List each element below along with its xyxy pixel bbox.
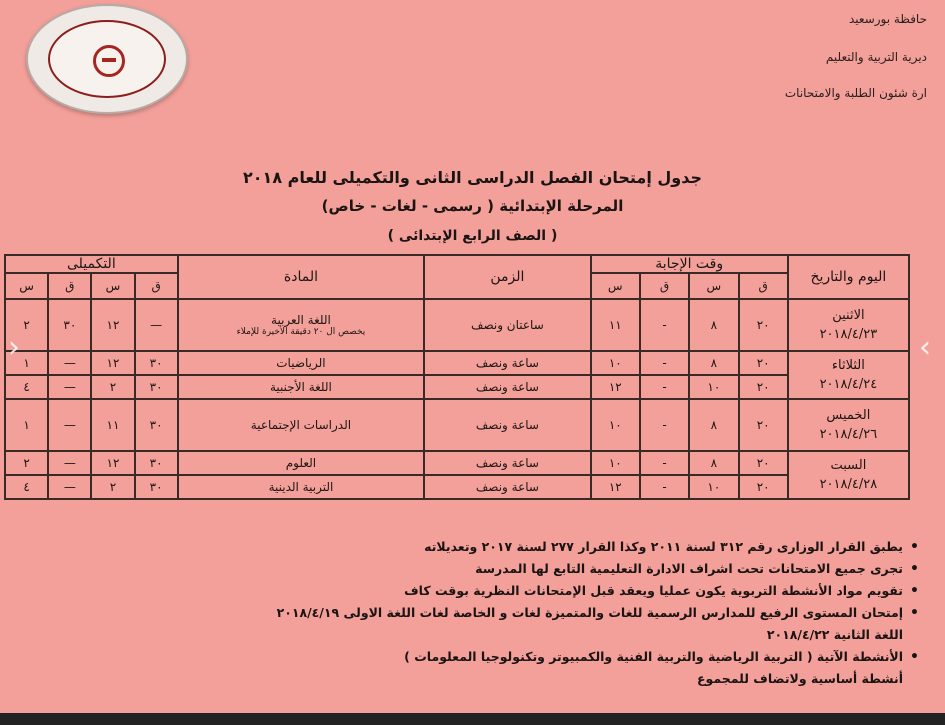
answer-q-cell: ٢٠ — [739, 399, 788, 451]
bullet-icon: • — [910, 649, 919, 665]
table-row — [5, 351, 909, 375]
answer-s-cell: ٨ — [689, 399, 738, 451]
answer-q-cell: ٢٠ — [739, 451, 788, 475]
note-text: يطبق القرار الوزارى رقم ٣١٢ لسنة ٢٠١١ وكذا القرار ٢٧٧ لسنة ٢٠١٧ وتعديلاته — [424, 539, 903, 554]
table-row — [5, 299, 909, 351]
subject-cell: الرياضيات — [178, 351, 425, 375]
logo-seal-icon — [93, 45, 125, 77]
answer-q-cell: ٢٠ — [739, 299, 788, 351]
schedule-title: جدول إمتحان الفصل الدراسى الثانى والتكميلى للعام ٢٠١٨ — [243, 168, 702, 187]
exam-schedule-table — [4, 254, 910, 500]
list-item — [23, 602, 919, 624]
duration-cell: ساعتان ونصف — [424, 299, 590, 351]
duration-cell: ساعة ونصف — [424, 375, 590, 399]
bottom-bar — [0, 713, 945, 725]
header-department: ارة شئون الطلبة والامتحانات — [784, 86, 927, 100]
answer-q2-cell: - — [640, 299, 689, 351]
day-cell — [788, 351, 909, 399]
answer-s-cell: ٨ — [689, 451, 738, 475]
supp-s-cell: ١١ — [91, 399, 134, 451]
table-row — [5, 475, 909, 499]
q-header: ق — [739, 273, 788, 299]
table-row — [5, 375, 909, 399]
q-header: ق — [48, 273, 91, 299]
day-date: ٢٠١٨/٤/٢٨ — [819, 477, 878, 492]
supp-q2-cell: — — [48, 351, 91, 375]
answer-s2-cell: ١٠ — [591, 399, 640, 451]
note-continuation: اللغة الثانية ٢٠١٨/٤/٢٢ — [766, 627, 903, 642]
list-item — [23, 558, 919, 580]
day-date: ٢٠١٨/٤/٢٣ — [819, 327, 878, 342]
day-date: ٢٠١٨/٤/٢٦ — [819, 427, 878, 442]
supp-q2-cell: — — [48, 375, 91, 399]
day-name: السبت — [830, 458, 867, 473]
q-header: ق — [640, 273, 689, 299]
col-day-header: اليوم والتاريخ — [788, 255, 909, 299]
duration-cell: ساعة ونصف — [424, 351, 590, 375]
supp-s2-cell: ٤ — [5, 375, 48, 399]
answer-q2-cell: - — [640, 475, 689, 499]
list-item — [23, 646, 919, 668]
col-duration-header: الزمن — [424, 255, 590, 299]
note-text: تجرى جميع الامتحانات تحت اشراف الادارة التعليمية التابع لها المدرسة — [475, 561, 903, 576]
answer-s2-cell: ١٠ — [591, 451, 640, 475]
day-cell — [788, 399, 909, 451]
supp-s2-cell: ١ — [5, 351, 48, 375]
grade-title: ( الصف الرابع الإبتدائى ) — [387, 228, 558, 244]
day-name: الثلاثاء — [831, 358, 865, 373]
col-supplementary-header: التكميلى — [5, 255, 178, 273]
supp-s-cell: ١٢ — [91, 299, 134, 351]
day-name: الاثنين — [832, 308, 865, 323]
day-date: ٢٠١٨/٤/٢٤ — [819, 377, 878, 392]
supp-s2-cell: ١ — [5, 399, 48, 451]
subject-name: اللغة العربية — [271, 313, 331, 327]
stage-title: المرحلة الإبتدائية ( رسمى - لغات - خاص) — [321, 197, 624, 215]
s-header: س — [91, 273, 134, 299]
supp-s2-cell: ٢ — [5, 299, 48, 351]
logo-ring — [48, 20, 166, 98]
supp-q-cell: ٣٠ — [135, 399, 178, 451]
supp-q-cell: ٣٠ — [135, 451, 178, 475]
note-text: إمتحان المستوى الرفيع للمدارس الرسمية للغات والمتميزة لغات و الخاصة لغات اللغة الاولى ٢٠١٨/٤/١٩ — [276, 605, 903, 620]
answer-s-cell: ٨ — [689, 299, 738, 351]
header-directorate: ديرية التربية والتعليم — [825, 50, 927, 64]
answer-s2-cell: ١٢ — [591, 475, 640, 499]
subject-cell: اللغة الأجنبية — [178, 375, 425, 399]
answer-s2-cell: ١١ — [591, 299, 640, 351]
note-text: الأنشطة الآتية ( التربية الرياضية والتربية الفنية والكمبيوتر وتكنولوجيا المعلومات ) — [404, 649, 903, 664]
col-subject-header: المادة — [178, 255, 425, 299]
day-name: الخميس — [826, 408, 871, 423]
supp-q-cell: ٣٠ — [135, 351, 178, 375]
day-cell — [788, 451, 909, 499]
note-continuation: أنشطة أساسية ولاتضاف للمجموع — [697, 671, 903, 686]
duration-cell: ساعة ونصف — [424, 399, 590, 451]
subject-note: يخصص ال ٢٠ دقيقة الأخيرة للإملاء — [236, 327, 366, 337]
supp-s-cell: ٢ — [91, 375, 134, 399]
answer-q-cell: ٢٠ — [739, 375, 788, 399]
answer-q-cell: ٢٠ — [739, 475, 788, 499]
duration-cell: ساعة ونصف — [424, 475, 590, 499]
subject-cell: العلوم — [178, 451, 425, 475]
supp-s-cell: ١٢ — [91, 451, 134, 475]
answer-s-cell: ١٠ — [689, 375, 738, 399]
supp-q2-cell: ٣٠ — [48, 299, 91, 351]
day-cell — [788, 299, 909, 351]
subject-cell — [178, 299, 425, 351]
list-item — [23, 580, 919, 602]
subject-cell: الدراسات الإجتماعية — [178, 399, 425, 451]
s-header: س — [5, 273, 48, 299]
answer-q2-cell: - — [640, 351, 689, 375]
header-row-1 — [5, 255, 909, 273]
supp-s2-cell: ٢ — [5, 451, 48, 475]
subject-cell: التربية الدينية — [178, 475, 425, 499]
duration-cell: ساعة ونصف — [424, 451, 590, 475]
supp-q2-cell: — — [48, 451, 91, 475]
answer-s-cell: ١٠ — [689, 475, 738, 499]
header-governorate: حافظة بورسعيد — [849, 12, 927, 26]
supp-s-cell: ١٢ — [91, 351, 134, 375]
supp-q2-cell: — — [48, 475, 91, 499]
bullet-icon: • — [910, 539, 919, 555]
answer-s2-cell: ١٢ — [591, 375, 640, 399]
bullet-icon: • — [910, 561, 919, 577]
answer-q2-cell: - — [640, 451, 689, 475]
list-item — [23, 536, 919, 558]
answer-q2-cell: - — [640, 375, 689, 399]
s-header: س — [591, 273, 640, 299]
prev-arrow-icon[interactable]: ‹ — [8, 330, 20, 365]
answer-q-cell: ٢٠ — [739, 351, 788, 375]
supp-q-cell: ٣٠ — [135, 475, 178, 499]
next-arrow-icon[interactable]: › — [919, 330, 931, 365]
table-row — [5, 399, 909, 451]
notes-list — [23, 536, 919, 690]
bullet-icon: • — [910, 583, 919, 599]
table-row — [5, 451, 909, 475]
note-text: تقويم مواد الأنشطة التربوية يكون عمليا ويعقد قبل الإمتحانات النظرية بوقت كاف — [404, 583, 903, 598]
supp-s-cell: ٢ — [91, 475, 134, 499]
s-header: س — [689, 273, 738, 299]
supp-q-cell: ٣٠ — [135, 375, 178, 399]
col-answer-time-header: وقت الإجابة — [591, 255, 788, 273]
answer-s2-cell: ١٠ — [591, 351, 640, 375]
q-header: ق — [135, 273, 178, 299]
supp-q-cell: — — [135, 299, 178, 351]
answer-s-cell: ٨ — [689, 351, 738, 375]
supp-s2-cell: ٤ — [5, 475, 48, 499]
bullet-icon: • — [910, 605, 919, 621]
directorate-logo — [26, 4, 188, 114]
supp-q2-cell: — — [48, 399, 91, 451]
answer-q2-cell: - — [640, 399, 689, 451]
